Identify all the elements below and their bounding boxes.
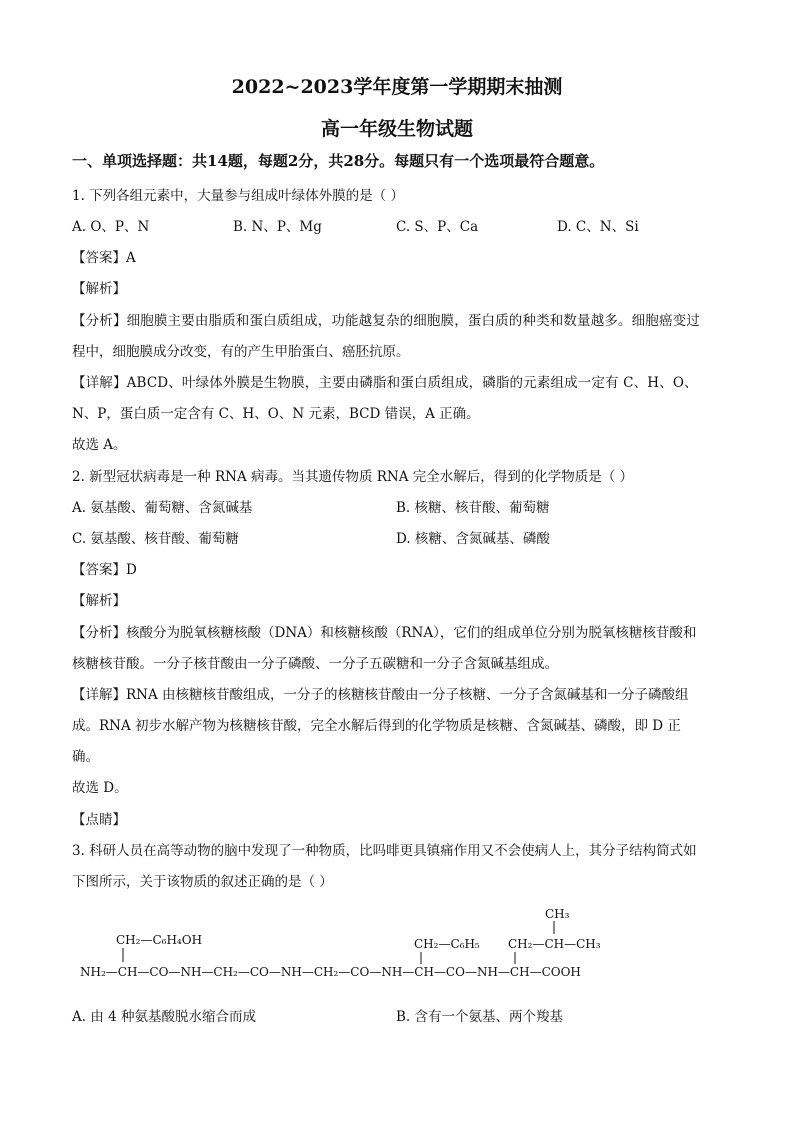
- q2-analysis-label: 【解析】: [72, 593, 126, 609]
- q1-analysis-label: 【解析】: [72, 281, 126, 297]
- formula-side5-top: CH₃: [545, 907, 570, 921]
- q3-stem-line1: 3. 科研人员在高等动物的脑中发现了一种物质，比吗啡更具镇痛作用又不会使病人上，其分子结构简式如: [72, 843, 697, 859]
- q2-dianjing: 【点睛】: [72, 812, 126, 828]
- q2-xiangjie-line2: 成。RNA 初步水解产物为核糖核苷酸，完全水解后得到的化学物质是核糖、含氮碱基、磷酸，即 D 正: [72, 718, 681, 734]
- q2-option-c: C. 氨基酸、核苷酸、葡萄糖: [72, 531, 239, 547]
- q2-option-d: D. 核糖、含氮碱基、磷酸: [396, 531, 550, 547]
- q1-answer: 【答案】A: [72, 250, 136, 266]
- q2-fenxi-line2: 核糖核苷酸。一分子核苷酸由一分子磷酸、一分子五碳糖和一分子含氮碱基组成。: [72, 656, 558, 672]
- formula-main-chain: NH₂—CH—CO—NH—CH₂—CO—NH—CH₂—CO—NH—CH—CO—NH—CH—COOH: [80, 965, 581, 979]
- q3-option-b: B. 含有一个氨基、两个羧基: [396, 1009, 564, 1025]
- exam-title: 2022~2023学年度第一学期期末抽测: [231, 76, 563, 98]
- q1-stem: 1. 下列各组元素中，大量参与组成叶绿体外膜的是（ ）: [72, 188, 404, 204]
- q2-xiangjie-line3: 确。: [72, 749, 99, 765]
- formula-side5: CH₂—CH—CH₃: [508, 937, 601, 951]
- section-header: 一、单项选择题：共14题，每题2分，共28分。每题只有一个选项最符合题意。: [72, 152, 605, 170]
- q1-xiangjie-line1: 【详解】ABCD、叶绿体外膜是生物膜，主要由磷脂和蛋白质组成，磷脂的元素组成一定有 C、H、O、: [72, 375, 698, 391]
- q2-option-b: B. 核糖、核苷酸、葡萄糖: [396, 500, 550, 516]
- peptide-structure-formula: [72, 900, 632, 990]
- q1-fenxi-line2: 程中，细胞膜成分改变，有的产生甲胎蛋白、癌胚抗原。: [72, 344, 410, 360]
- q2-answer: 【答案】D: [72, 562, 137, 578]
- q2-xiangjie-line1: 【详解】RNA 由核糖核苷酸组成，一分子的核糖核苷酸由一分子核糖、一分子含氮碱基和一分子磷酸组: [72, 687, 689, 703]
- q1-fenxi-line1: 【分析】细胞膜主要由脂质和蛋白质组成，功能越复杂的细胞膜，蛋白质的种类和数量越多。细胞癌变过: [72, 313, 700, 329]
- q2-option-a: A. 氨基酸、葡萄糖、含氮碱基: [72, 500, 253, 516]
- q1-xiangjie-line2: N、P，蛋白质一定含有 C、H、O、N 元素，BCD 错误，A 正确。: [72, 406, 480, 422]
- q3-stem-line2: 下图所示，关于该物质的叙述正确的是（ ）: [72, 874, 333, 890]
- q2-conclusion: 故选 D。: [72, 780, 128, 796]
- exam-subtitle: 高一年级生物试题: [320, 118, 473, 140]
- formula-side4: CH₂—C₆H₅: [414, 937, 480, 951]
- q2-stem: 2. 新型冠状病毒是一种 RNA 病毒。当其遗传物质 RNA 完全水解后，得到的化学物质是（ ）: [72, 469, 634, 485]
- formula-side1: CH₂—C₆H₄OH: [116, 933, 203, 947]
- q1-option-c: C. S、P、Ca: [396, 219, 479, 235]
- q3-option-a: A. 由 4 种氨基酸脱水缩合而成: [72, 1009, 257, 1025]
- q2-fenxi-line1: 【分析】核酸分为脱氧核糖核酸（DNA）和核糖核酸（RNA），它们的组成单位分别为脱氧核糖核苷酸和: [72, 625, 697, 641]
- q1-option-b: B. N、P、Mg: [233, 219, 322, 235]
- q1-option-d: D. C、N、Si: [557, 219, 639, 235]
- q1-conclusion: 故选 A。: [72, 437, 127, 453]
- q1-option-a: A. O、P、N: [72, 219, 150, 235]
